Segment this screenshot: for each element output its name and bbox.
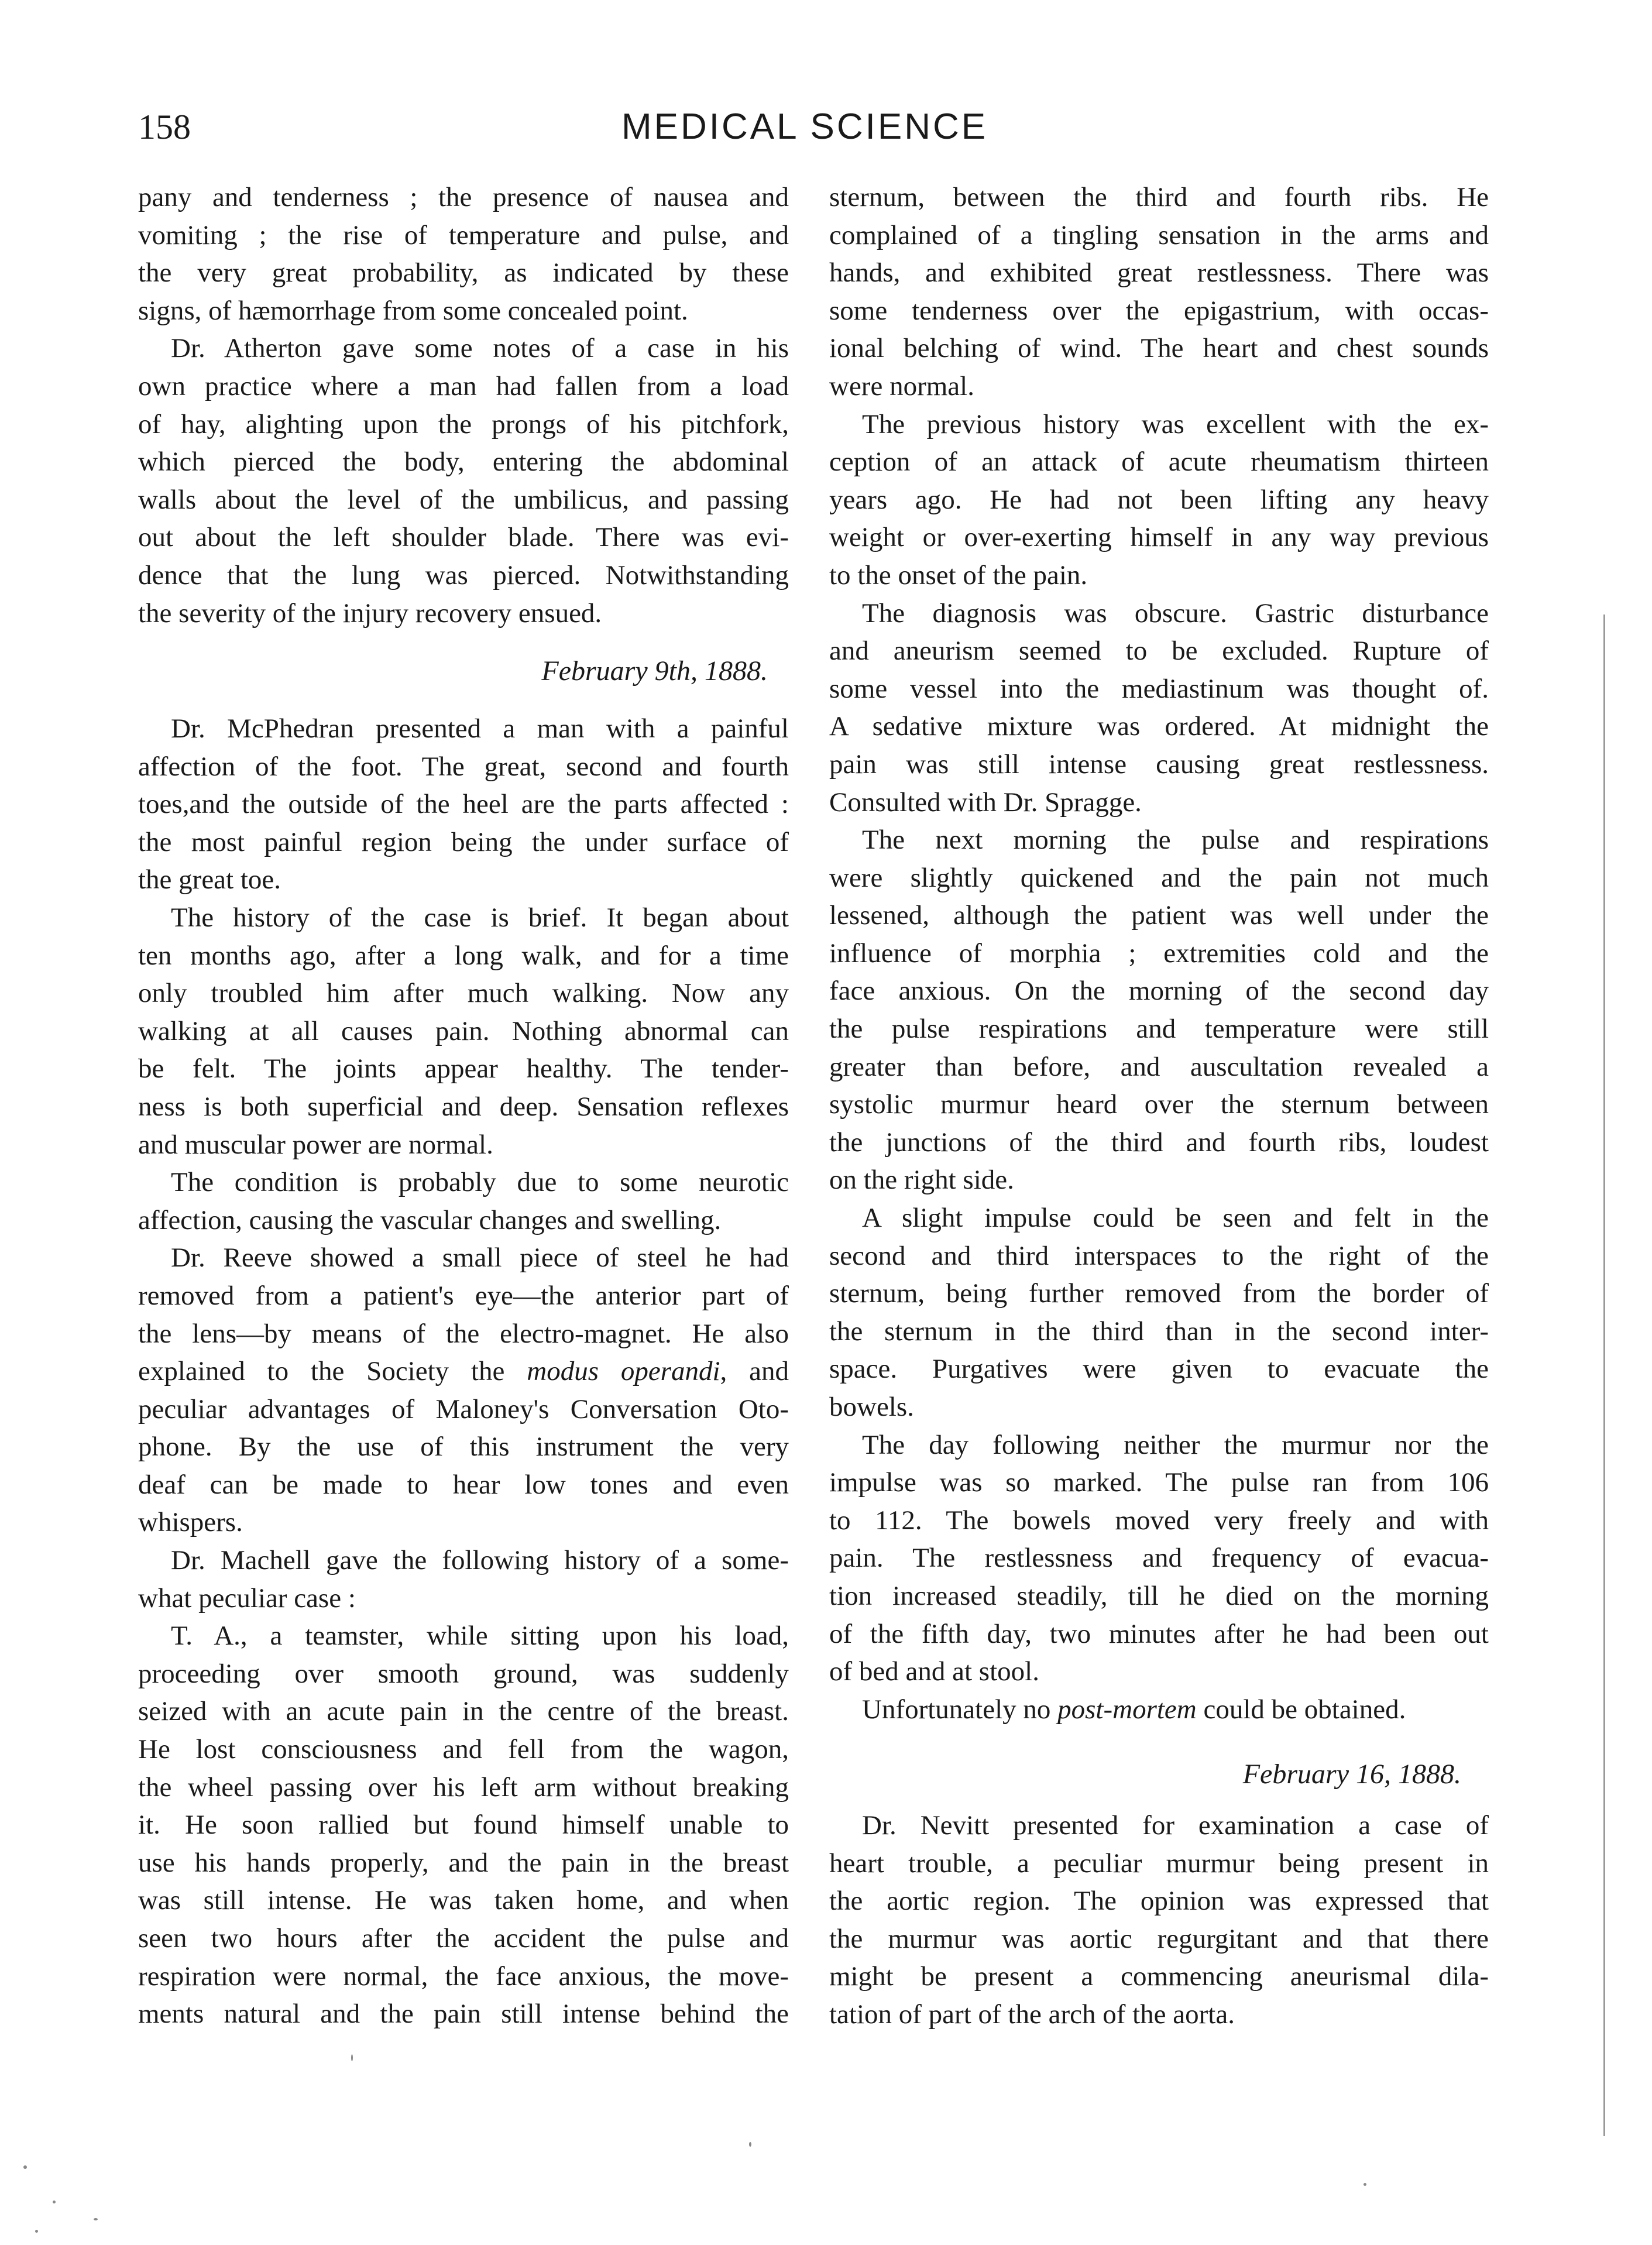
paragraph [829, 1426, 1489, 1691]
running-head: MEDICAL SCIENCE [621, 107, 988, 147]
text-line: only troubled him after much walking. Now any [138, 978, 789, 1009]
text-line: use his hands properly, and the pain in the breast [138, 1847, 789, 1878]
text-line: weight or over-exerting himself in any way previous [829, 522, 1489, 553]
paragraph [829, 1807, 1489, 2034]
text-line: seized with an acute pain in the centre of the breast. [138, 1696, 789, 1727]
text-line: Dr. Nevitt presented for examination a case of [862, 1810, 1489, 1841]
text-line: it. He soon rallied but found himself unable to [138, 1810, 789, 1841]
text-line: He lost consciousness and fell from the wagon, [138, 1734, 789, 1765]
text-line: tation of part of the arch of the aorta. [829, 1999, 1235, 2030]
text-line: removed from a patient's eye—the anterior part of [138, 1280, 789, 1311]
italic-phrase: post-mortem [1057, 1694, 1197, 1725]
text-line: the junctions of the third and fourth ribs, loudest [829, 1127, 1489, 1158]
text-line: A slight impulse could be seen and felt in the [862, 1203, 1489, 1234]
text-line: ception of an attack of acute rheumatism thirteen [829, 447, 1489, 478]
text-line: to 112. The bowels moved very freely and with [829, 1505, 1489, 1536]
text-line: Consulted with Dr. Spragge. [829, 787, 1142, 818]
text-line: the pulse respirations and temperature were still [829, 1014, 1489, 1045]
text-line: The condition is probably due to some neurotic [171, 1167, 789, 1198]
text-line: walking at all causes pain. Nothing abnormal can [138, 1015, 789, 1046]
text-line: systolic murmur heard over the sternum between [829, 1089, 1489, 1120]
text-line: bowels. [829, 1392, 914, 1422]
text-line: complained of a tingling sensation in the arms and [829, 219, 1489, 250]
text-line: The diagnosis was obscure. Gastric disturbance [862, 598, 1489, 629]
text-line: phone. By the use of this instrument the very [138, 1432, 789, 1463]
text-line: sternum, being further removed from the border of [829, 1278, 1489, 1309]
text-line: the severity of the injury recovery ensued. [138, 598, 602, 629]
paragraph [829, 595, 1489, 822]
text-line: vomiting ; the rise of temperature and pulse, and [138, 219, 789, 250]
text-line: impulse was so marked. The pulse ran from 106 [829, 1467, 1489, 1498]
page-number: 158 [138, 108, 191, 146]
text-line: walls about the level of the umbilicus, and passing [138, 484, 789, 515]
text-line: pany and tenderness ; the presence of nausea and [138, 182, 789, 212]
text-line: toes,and the outside of the heel are the parts affected : [138, 789, 789, 820]
italic-phrase: modus operandi [527, 1356, 720, 1387]
text-line: the sternum in the third than in the second inter- [829, 1316, 1489, 1347]
text-line: Dr. Atherton gave some notes of a case in his [171, 333, 789, 364]
text-line: were normal. [829, 370, 974, 401]
paragraph [138, 1542, 789, 1617]
text-line: which pierced the body, entering the abdominal [138, 447, 789, 478]
text-line: influence of morphia ; extremities cold and the [829, 938, 1489, 969]
text-line: the murmur was aortic regurgitant and that there [829, 1923, 1489, 1954]
paragraph [829, 1199, 1489, 1426]
right-column-block-b [829, 1807, 1489, 2034]
text-line: be felt. The joints appear healthy. The tender- [138, 1053, 789, 1084]
text-line: of bed and at stool. [829, 1656, 1039, 1687]
text-line: ten months ago, after a long walk, and for a time [138, 940, 789, 971]
text-line: The previous history was excellent with the ex- [862, 409, 1489, 440]
text-line: of hay, alighting upon the prongs of his pitchfork, [138, 409, 789, 440]
dateline-february-9: February 9th, 1888. [541, 655, 768, 686]
paragraph [829, 821, 1489, 1199]
text-line: and aneurism seemed to be excluded. Rupture of [829, 636, 1489, 667]
text-line: was still intense. He was taken home, and when [138, 1885, 789, 1916]
text-line: some tenderness over the epigastrium, with occas- [829, 295, 1489, 326]
text-line: peculiar advantages of Maloney's Conversation Oto- [138, 1393, 789, 1424]
text-line: The day following neither the murmur nor the [862, 1429, 1489, 1460]
text-line: the wheel passing over his left arm without breaking [138, 1772, 789, 1803]
paragraph [138, 1617, 789, 2033]
text-line: signs, of hæmorrhage from some concealed point. [138, 295, 688, 326]
text-line: ness is both superficial and deep. Sensation reflexes [138, 1091, 789, 1122]
text-line: pain was still intense causing great restlessness. [829, 749, 1489, 780]
text-line: heart trouble, a peculiar murmur being present in [829, 1848, 1489, 1879]
text-line: lessened, although the patient was well under the [829, 900, 1489, 931]
text-line: were slightly quickened and the pain not much [829, 862, 1489, 893]
text-line: the great toe. [138, 864, 281, 895]
text-line: seen two hours after the accident the pulse and [138, 1923, 789, 1954]
text-line: Unfortunately no post-mortem could be obtained. [862, 1694, 1406, 1725]
text-line: sternum, between the third and fourth ribs. He [829, 182, 1489, 212]
text-line: the aortic region. The opinion was expressed that [829, 1886, 1489, 1917]
dateline-february-16: February 16, 1888. [1242, 1759, 1461, 1790]
text-line: face anxious. On the morning of the second day [829, 976, 1489, 1007]
text-line: pain. The restlessness and frequency of evacua- [829, 1543, 1489, 1574]
paragraph [138, 899, 789, 1163]
paragraph [138, 1163, 789, 1239]
text-line: dence that the lung was pierced. Notwithstanding [138, 559, 789, 591]
text-line: affection of the foot. The great, second and fourth [138, 751, 789, 782]
text-line: what peculiar case : [138, 1583, 356, 1614]
text-line: hands, and exhibited great restlessness. There was [829, 258, 1489, 289]
text-line: years ago. He had not been lifting any heavy [829, 484, 1489, 515]
text-line: ional belching of wind. The heart and chest sounds [829, 333, 1489, 364]
paragraph [829, 1691, 1489, 1729]
text-line: Dr. McPhedran presented a man with a painful [171, 713, 789, 744]
text-line: might be present a commencing aneurismal dila- [829, 1961, 1489, 1992]
right-column-block-a [829, 178, 1489, 1728]
text-line: Dr. Machell gave the following history of a some- [171, 1545, 789, 1576]
text-line: T. A., a teamster, while sitting upon his load, [171, 1621, 789, 1652]
paragraph [138, 1239, 789, 1542]
text-line: The history of the case is brief. It began about [171, 902, 789, 933]
text-line: tion increased steadily, till he died on the morning [829, 1580, 1489, 1611]
paragraph [829, 178, 1489, 406]
paragraph [829, 406, 1489, 595]
text-line: the very great probability, as indicated by these [138, 258, 789, 289]
text-line: whispers. [138, 1507, 243, 1538]
text-line: affection, causing the vascular changes and swelling. [138, 1204, 722, 1235]
paragraph [138, 329, 789, 632]
text-line: on the right side. [829, 1165, 1014, 1196]
text-line: greater than before, and auscultation revealed a [829, 1051, 1489, 1082]
text-line: the most painful region being the under surface of [138, 826, 789, 857]
text-line: ments natural and the pain still intense behind the [138, 1999, 789, 2030]
text-line: deaf can be made to hear low tones and even [138, 1469, 789, 1500]
text-line: of the fifth day, two minutes after he had been out [829, 1618, 1489, 1649]
paragraph [138, 178, 789, 329]
text-line: to the onset of the pain. [829, 559, 1088, 591]
left-column-block-a [138, 178, 789, 632]
text-line: second and third interspaces to the right of the [829, 1240, 1489, 1271]
text-line: proceeding over smooth ground, was suddenly [138, 1658, 789, 1689]
paragraph [138, 710, 789, 899]
text-line: out about the left shoulder blade. There was evi- [138, 522, 789, 553]
left-column-block-b [138, 710, 789, 2033]
text-line: explained to the Society the modus operandi, and [138, 1356, 789, 1387]
text-line: space. Purgatives were given to evacuate the [829, 1354, 1489, 1385]
text-line: The next morning the pulse and respirations [862, 825, 1489, 856]
text-line: own practice where a man had fallen from a load [138, 370, 789, 401]
text-line: the lens—by means of the electro-magnet. He also [138, 1318, 789, 1349]
text-line: respiration were normal, the face anxious, the move- [138, 1961, 789, 1992]
text-line: some vessel into the mediastinum was thought of. [829, 673, 1489, 704]
text-line: A sedative mixture was ordered. At midnight the [829, 711, 1489, 742]
text-line: Dr. Reeve showed a small piece of steel he had [171, 1242, 789, 1273]
text-line: and muscular power are normal. [138, 1129, 493, 1160]
